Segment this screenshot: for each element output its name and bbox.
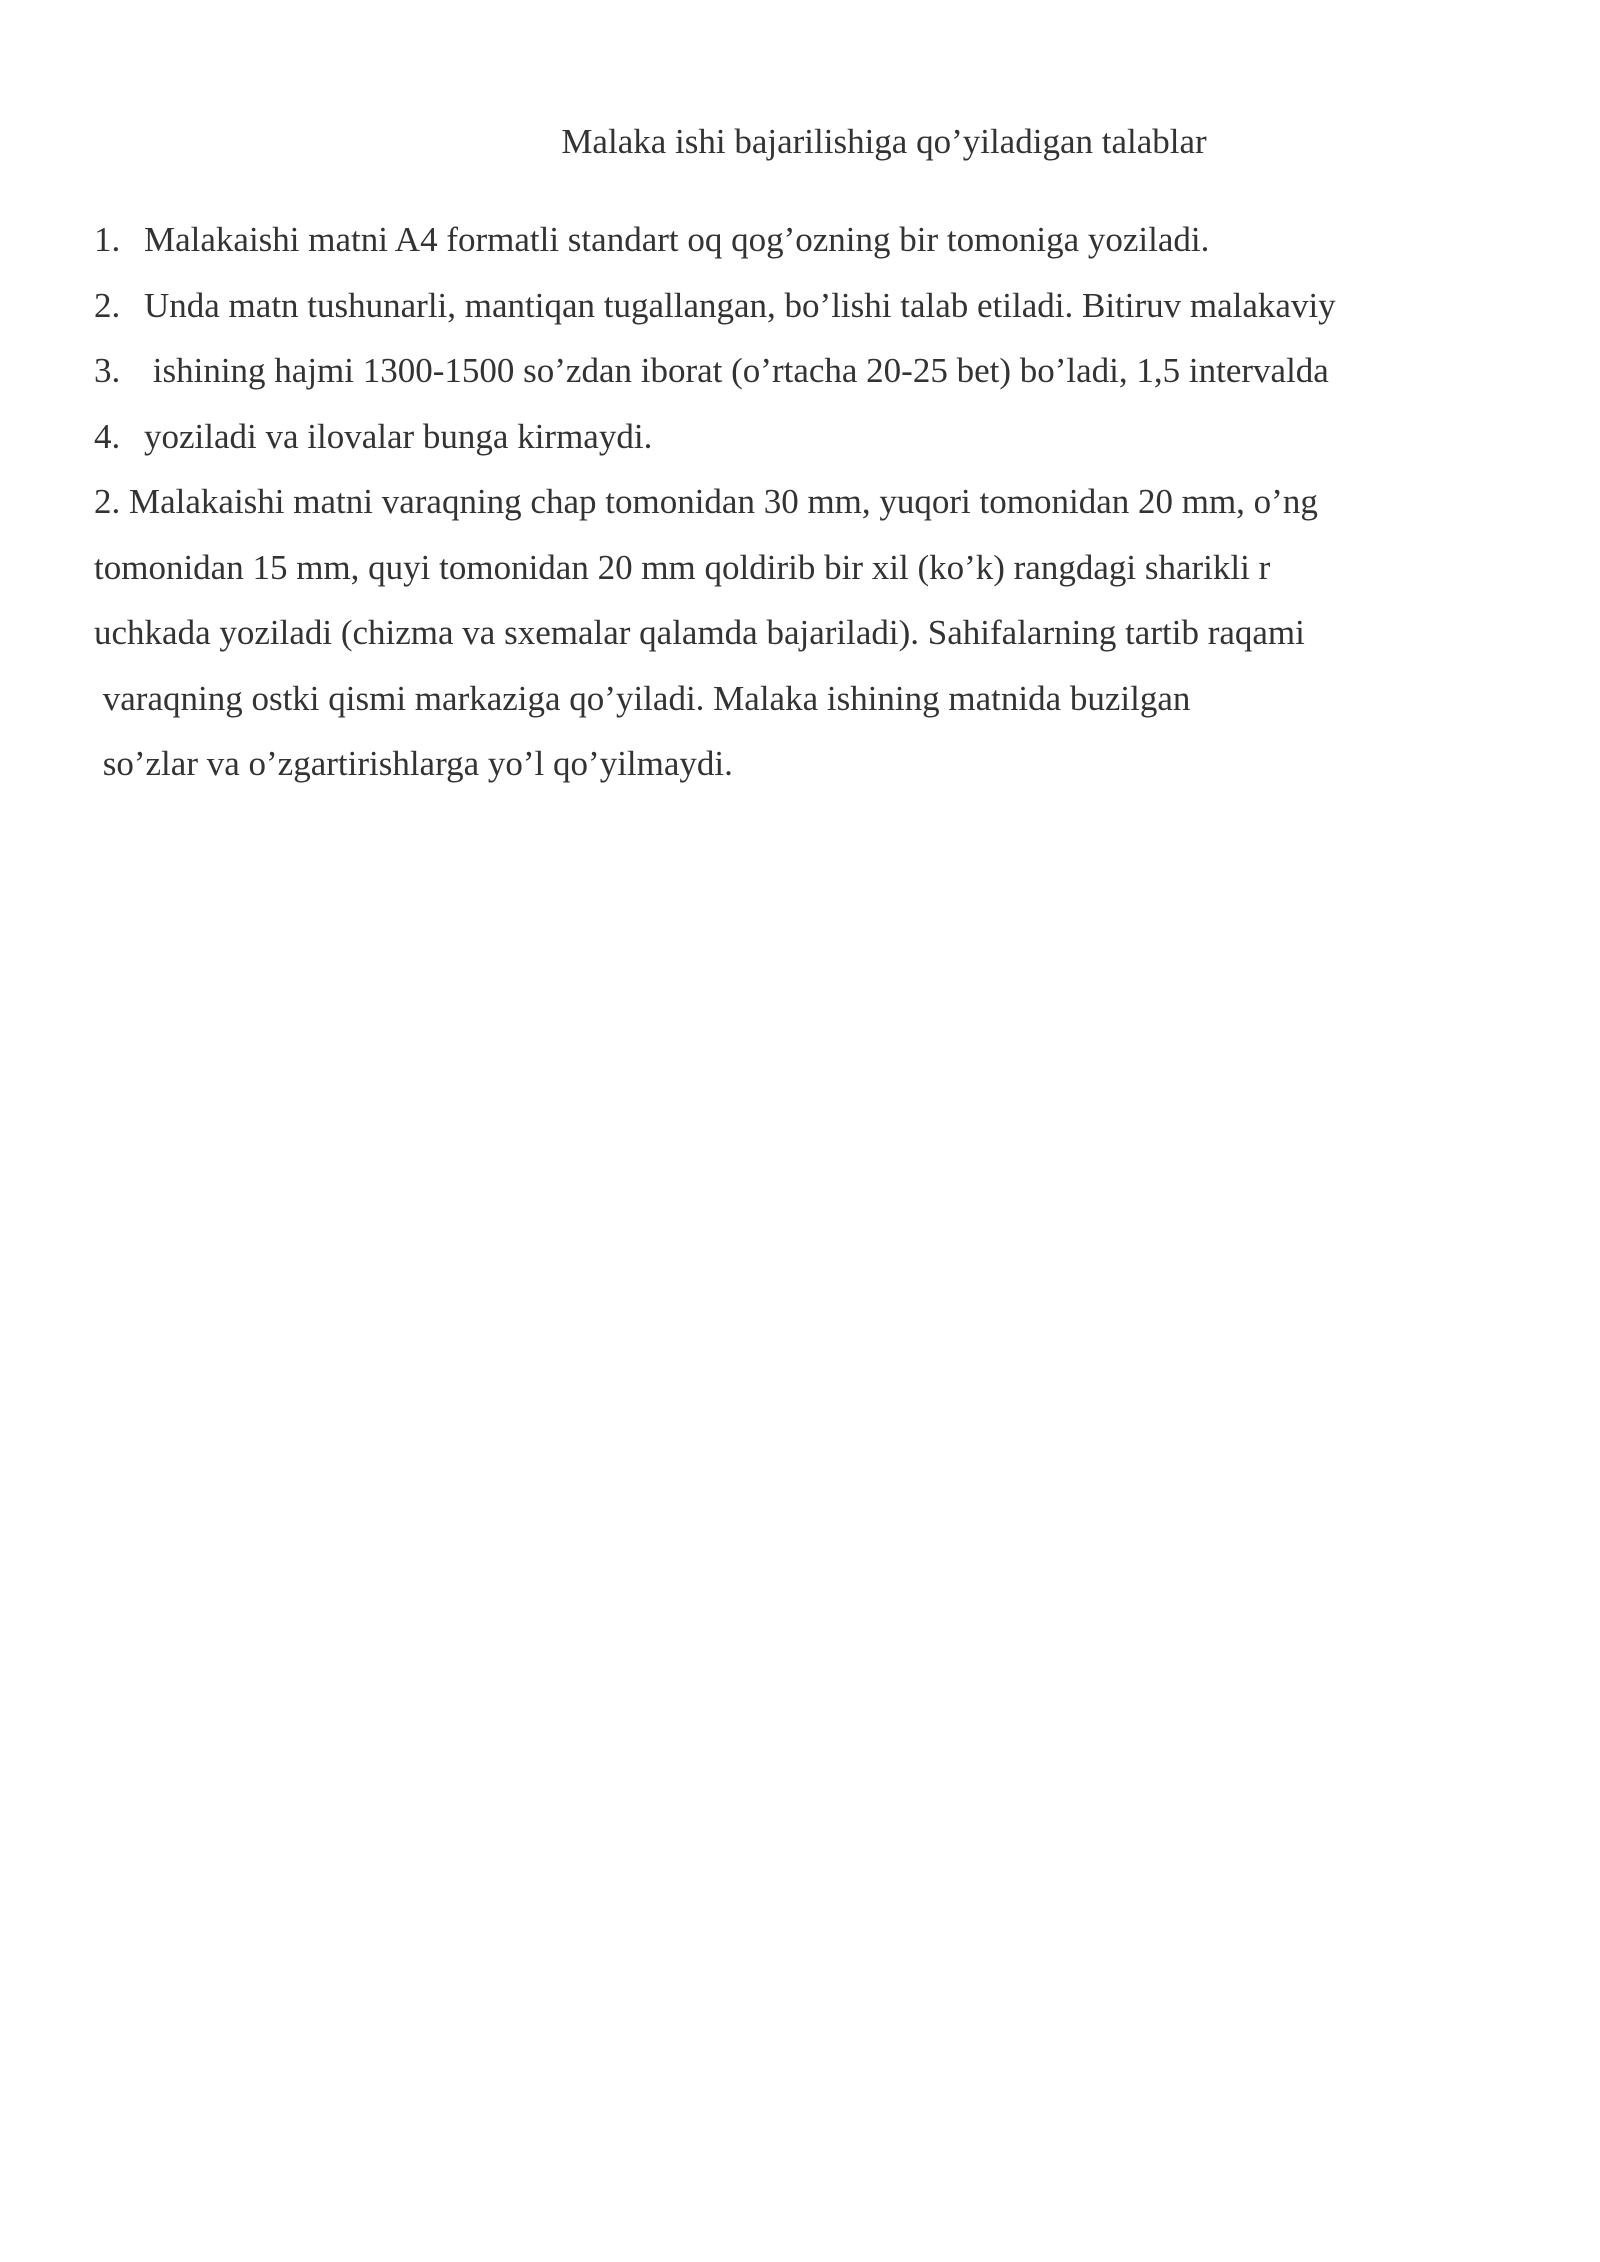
list-item-text: Unda matn tushunarli, mantiqan tugallangan, bo’lishi talab etiladi. Bitiruv malakaviy [144, 285, 1336, 325]
paragraph-line-text: tomonidan 15 mm, quyi tomonidan 20 mm qoldirib bir xil (ko’k) rangdagi sharikli r [94, 547, 1271, 587]
list-item-text: Malakaishi matni A4 formatli standart oq qog’ozning bir tomoniga yoziladi. [144, 220, 1210, 259]
paragraph-line-text: uchkada yoziladi (chizma va sxemalar qalamda bajariladi). Sahifalarning tartib raqami [94, 613, 1305, 652]
list-item-text: ishining hajmi 1300-1500 so’zdan iborat (o’rtacha 20-25 bet) bo’ladi, 1,5 intervalda [144, 351, 1329, 390]
paragraph-line [94, 476, 1534, 542]
list-item [94, 411, 1534, 477]
paragraph-line [94, 542, 1534, 608]
paragraph-line [94, 738, 1534, 804]
paragraph-line [94, 607, 1534, 673]
paragraph-line [94, 673, 1534, 739]
list-item-text: yoziladi va ilovalar bunga kirmaydi. [144, 416, 653, 456]
paragraph-line-text: varaqning ostki qismi markaziga qo’yiladi. Malaka ishining matnida buzilgan [94, 678, 1191, 718]
list-item-number: 1. [94, 220, 121, 259]
paragraph-line-text: so’zlar va o’zgartirishlarga yo’l qo’yilmaydi. [94, 744, 733, 783]
list-item-number: 4. [94, 416, 121, 456]
list-item [94, 280, 1534, 346]
paragraph-line-text: 2. Malakaishi matni varaqning chap tomonidan 30 mm, yuqori tomonidan 20 mm, o’ng [94, 482, 1318, 521]
list-item-number: 3. [94, 351, 121, 390]
list-item [94, 214, 1534, 280]
document-title: Malaka ishi bajarilishiga qo’yiladigan talablar [561, 122, 1207, 161]
document-body [94, 214, 1534, 804]
list-item-number: 2. [94, 285, 121, 325]
list-item [94, 345, 1534, 411]
